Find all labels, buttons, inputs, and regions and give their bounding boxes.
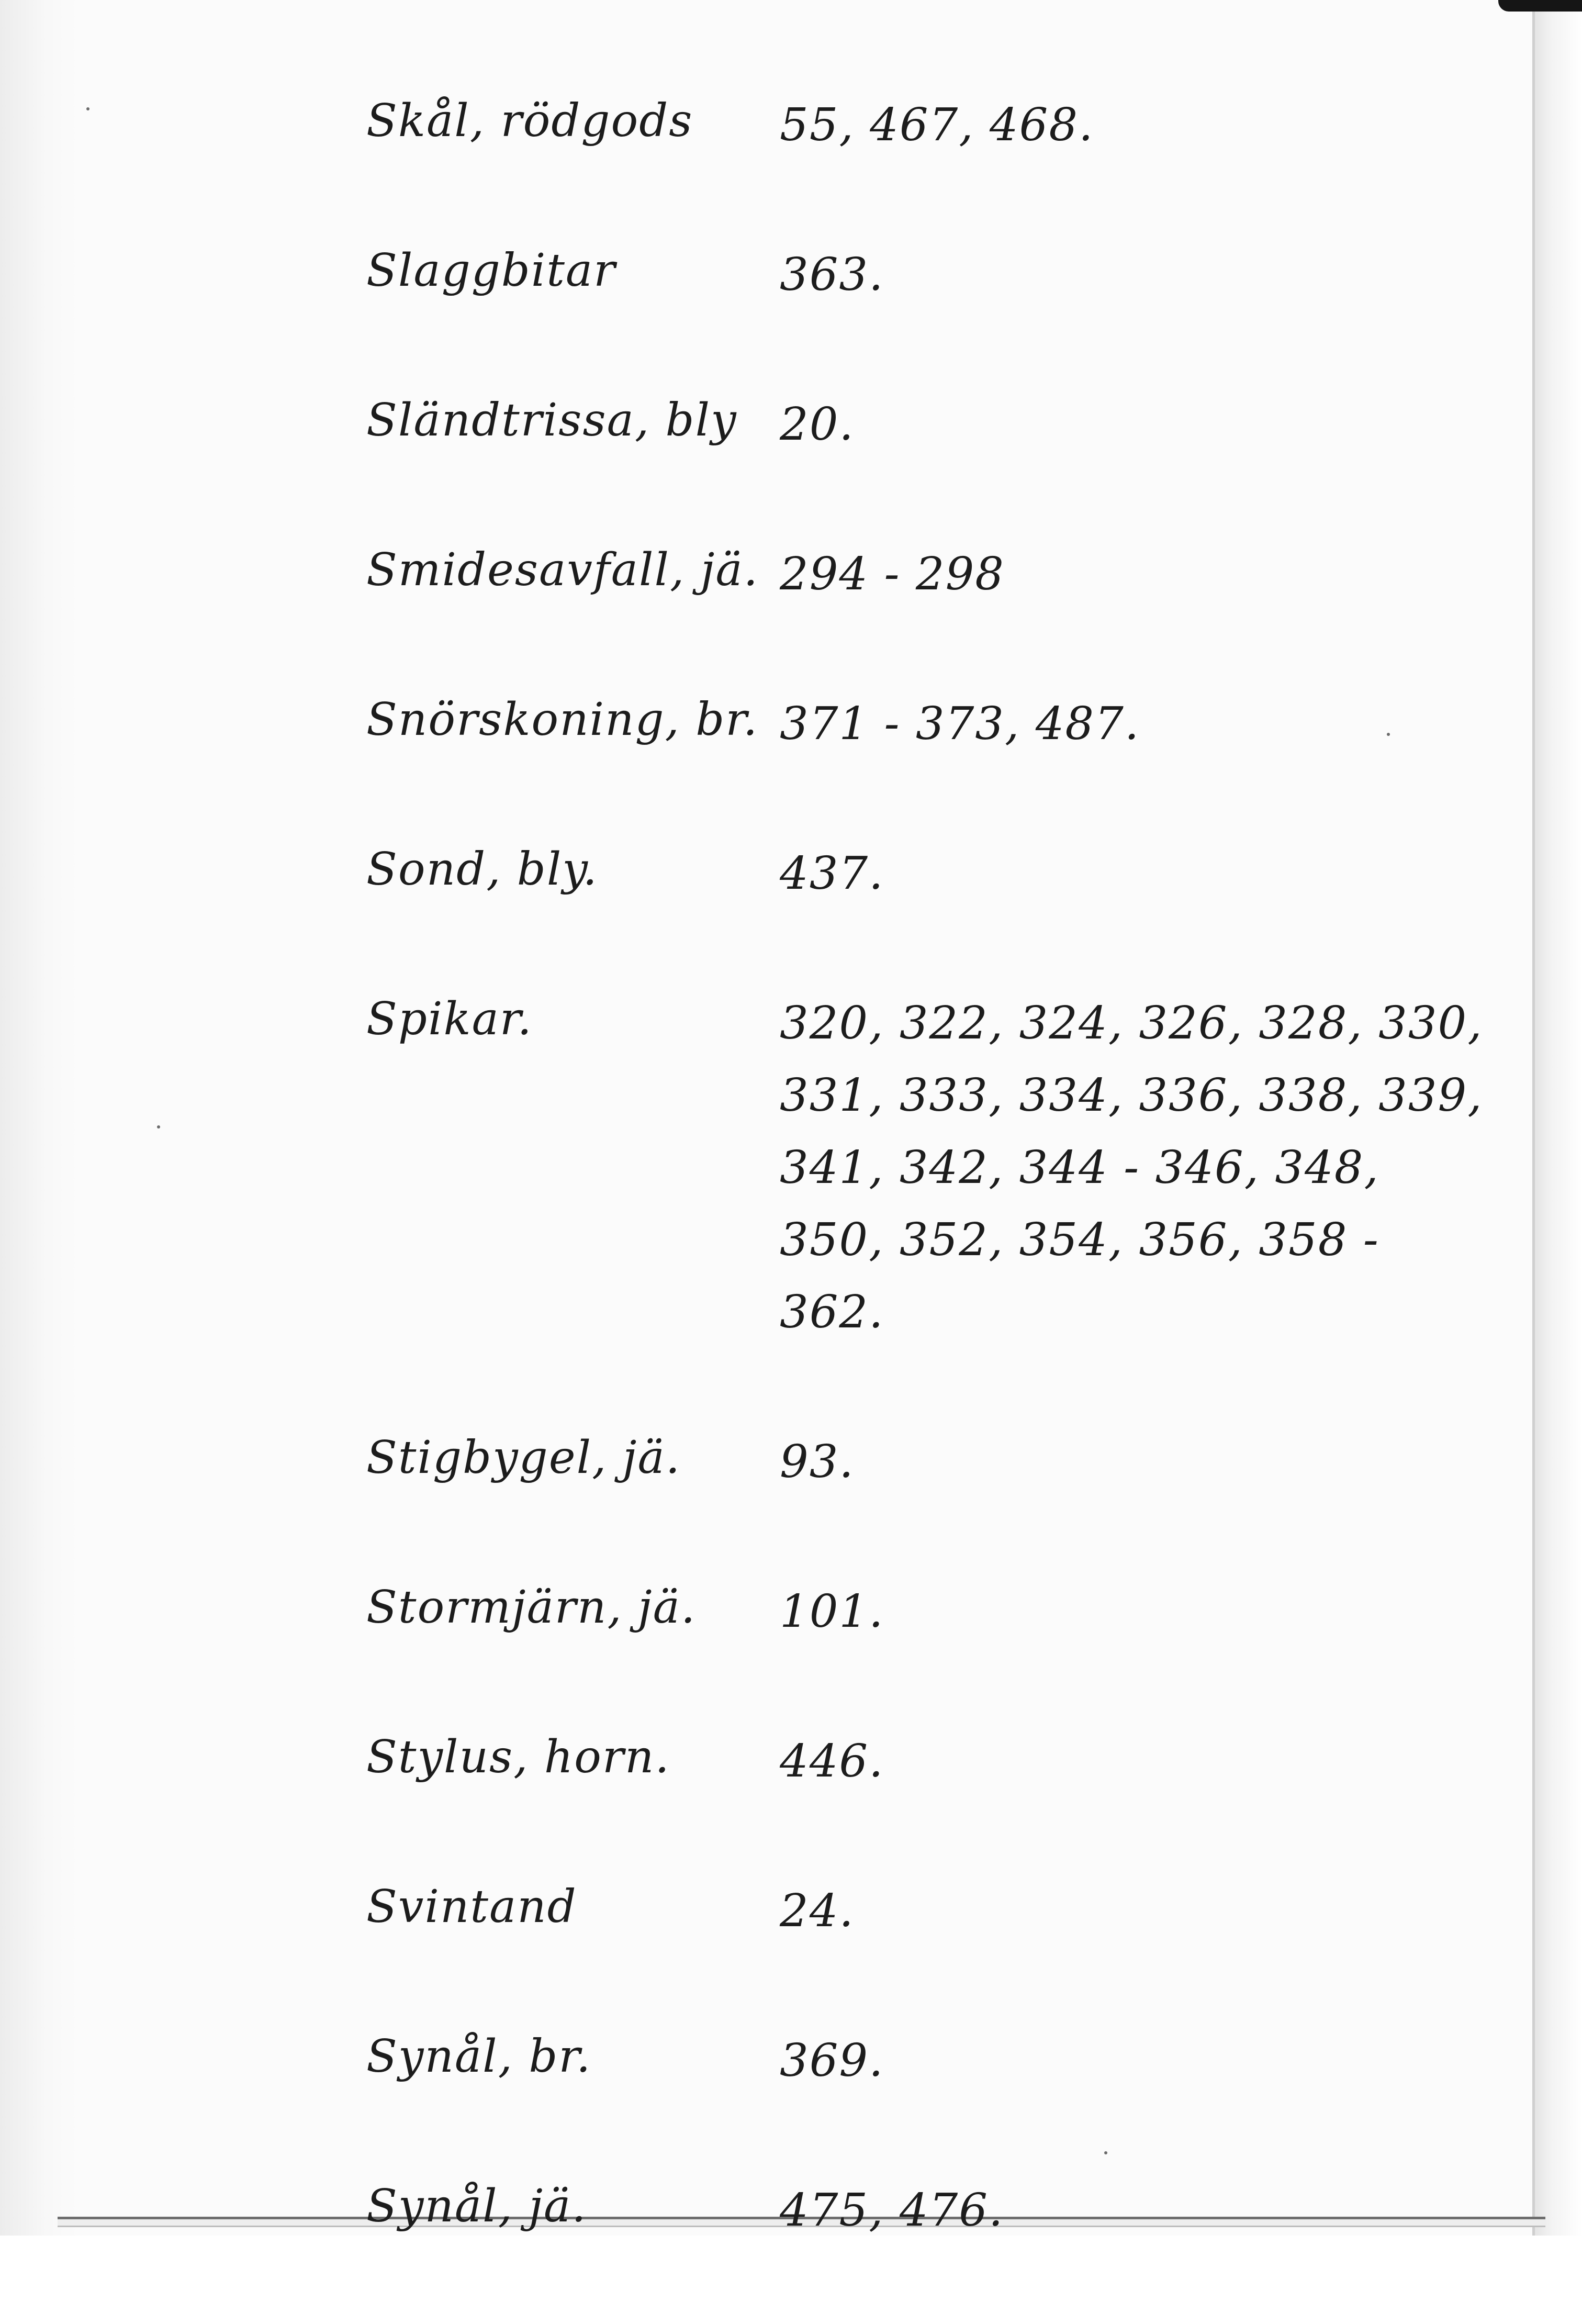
index-pages: 446. bbox=[780, 1735, 884, 1787]
index-pages: 437. bbox=[780, 847, 884, 900]
index-pages: 93. bbox=[780, 1436, 855, 1488]
index-term: Stylus, horn. bbox=[366, 1731, 670, 1783]
index-entry bbox=[366, 1725, 1491, 1797]
index-entry bbox=[366, 1875, 1491, 1947]
index-pages: 475, 476. bbox=[780, 2184, 1004, 2237]
index-pages: 24. bbox=[780, 1885, 855, 1937]
scan-speck bbox=[157, 1125, 160, 1129]
index-term: Sond, bly. bbox=[366, 843, 598, 896]
index-entry bbox=[366, 538, 1491, 610]
index-entry bbox=[366, 987, 1491, 1348]
index-term: Snörskoning, br. bbox=[366, 694, 759, 746]
index-list bbox=[366, 89, 1491, 2324]
index-term: Synål, jä. bbox=[366, 2180, 587, 2232]
scan-corner-mark bbox=[1498, 0, 1582, 12]
index-entry bbox=[366, 2025, 1491, 2097]
index-term: Smidesavfall, jä. bbox=[366, 544, 759, 596]
index-pages: 320, 322, 324, 326, 328, 330, 331, 333, 334, 336, 338, 339, 341, 342, 344 - 346, 348, 350, 352, 354, 356, 358 - 362. bbox=[780, 997, 1483, 1338]
scan-speck bbox=[86, 107, 89, 110]
index-term: Slaggbitar bbox=[366, 244, 616, 297]
index-entry bbox=[366, 1426, 1491, 1498]
index-term: Svintand bbox=[366, 1881, 577, 1933]
index-entry bbox=[366, 837, 1491, 910]
index-entry bbox=[366, 388, 1491, 461]
index-pages: 369. bbox=[780, 2035, 884, 2087]
index-term: Skål, rödgods bbox=[366, 95, 693, 147]
index-entry bbox=[366, 2174, 1491, 2247]
index-term: Synål, br. bbox=[366, 2030, 592, 2083]
page-spine-shadow bbox=[0, 0, 78, 2236]
index-entry bbox=[366, 1576, 1491, 1648]
index-pages: 20. bbox=[780, 398, 855, 451]
index-pages: 101. bbox=[780, 1585, 884, 1638]
index-pages: 55, 467, 468. bbox=[780, 99, 1094, 151]
index-pages: 363. bbox=[780, 249, 884, 301]
index-term: Stormjärn, jä. bbox=[366, 1581, 697, 1634]
index-pages: 294 - 298 bbox=[780, 548, 1005, 600]
index-pages: 371 - 373, 487. bbox=[780, 698, 1140, 750]
index-entry bbox=[366, 239, 1491, 311]
index-entry bbox=[366, 688, 1491, 760]
index-term: Sländtrissa, bly bbox=[366, 394, 737, 446]
index-entry bbox=[366, 89, 1491, 161]
index-term: Stigbygel, jä. bbox=[366, 1432, 681, 1484]
page-right-edge bbox=[1532, 0, 1582, 2236]
index-term: Spikar. bbox=[366, 993, 533, 1045]
